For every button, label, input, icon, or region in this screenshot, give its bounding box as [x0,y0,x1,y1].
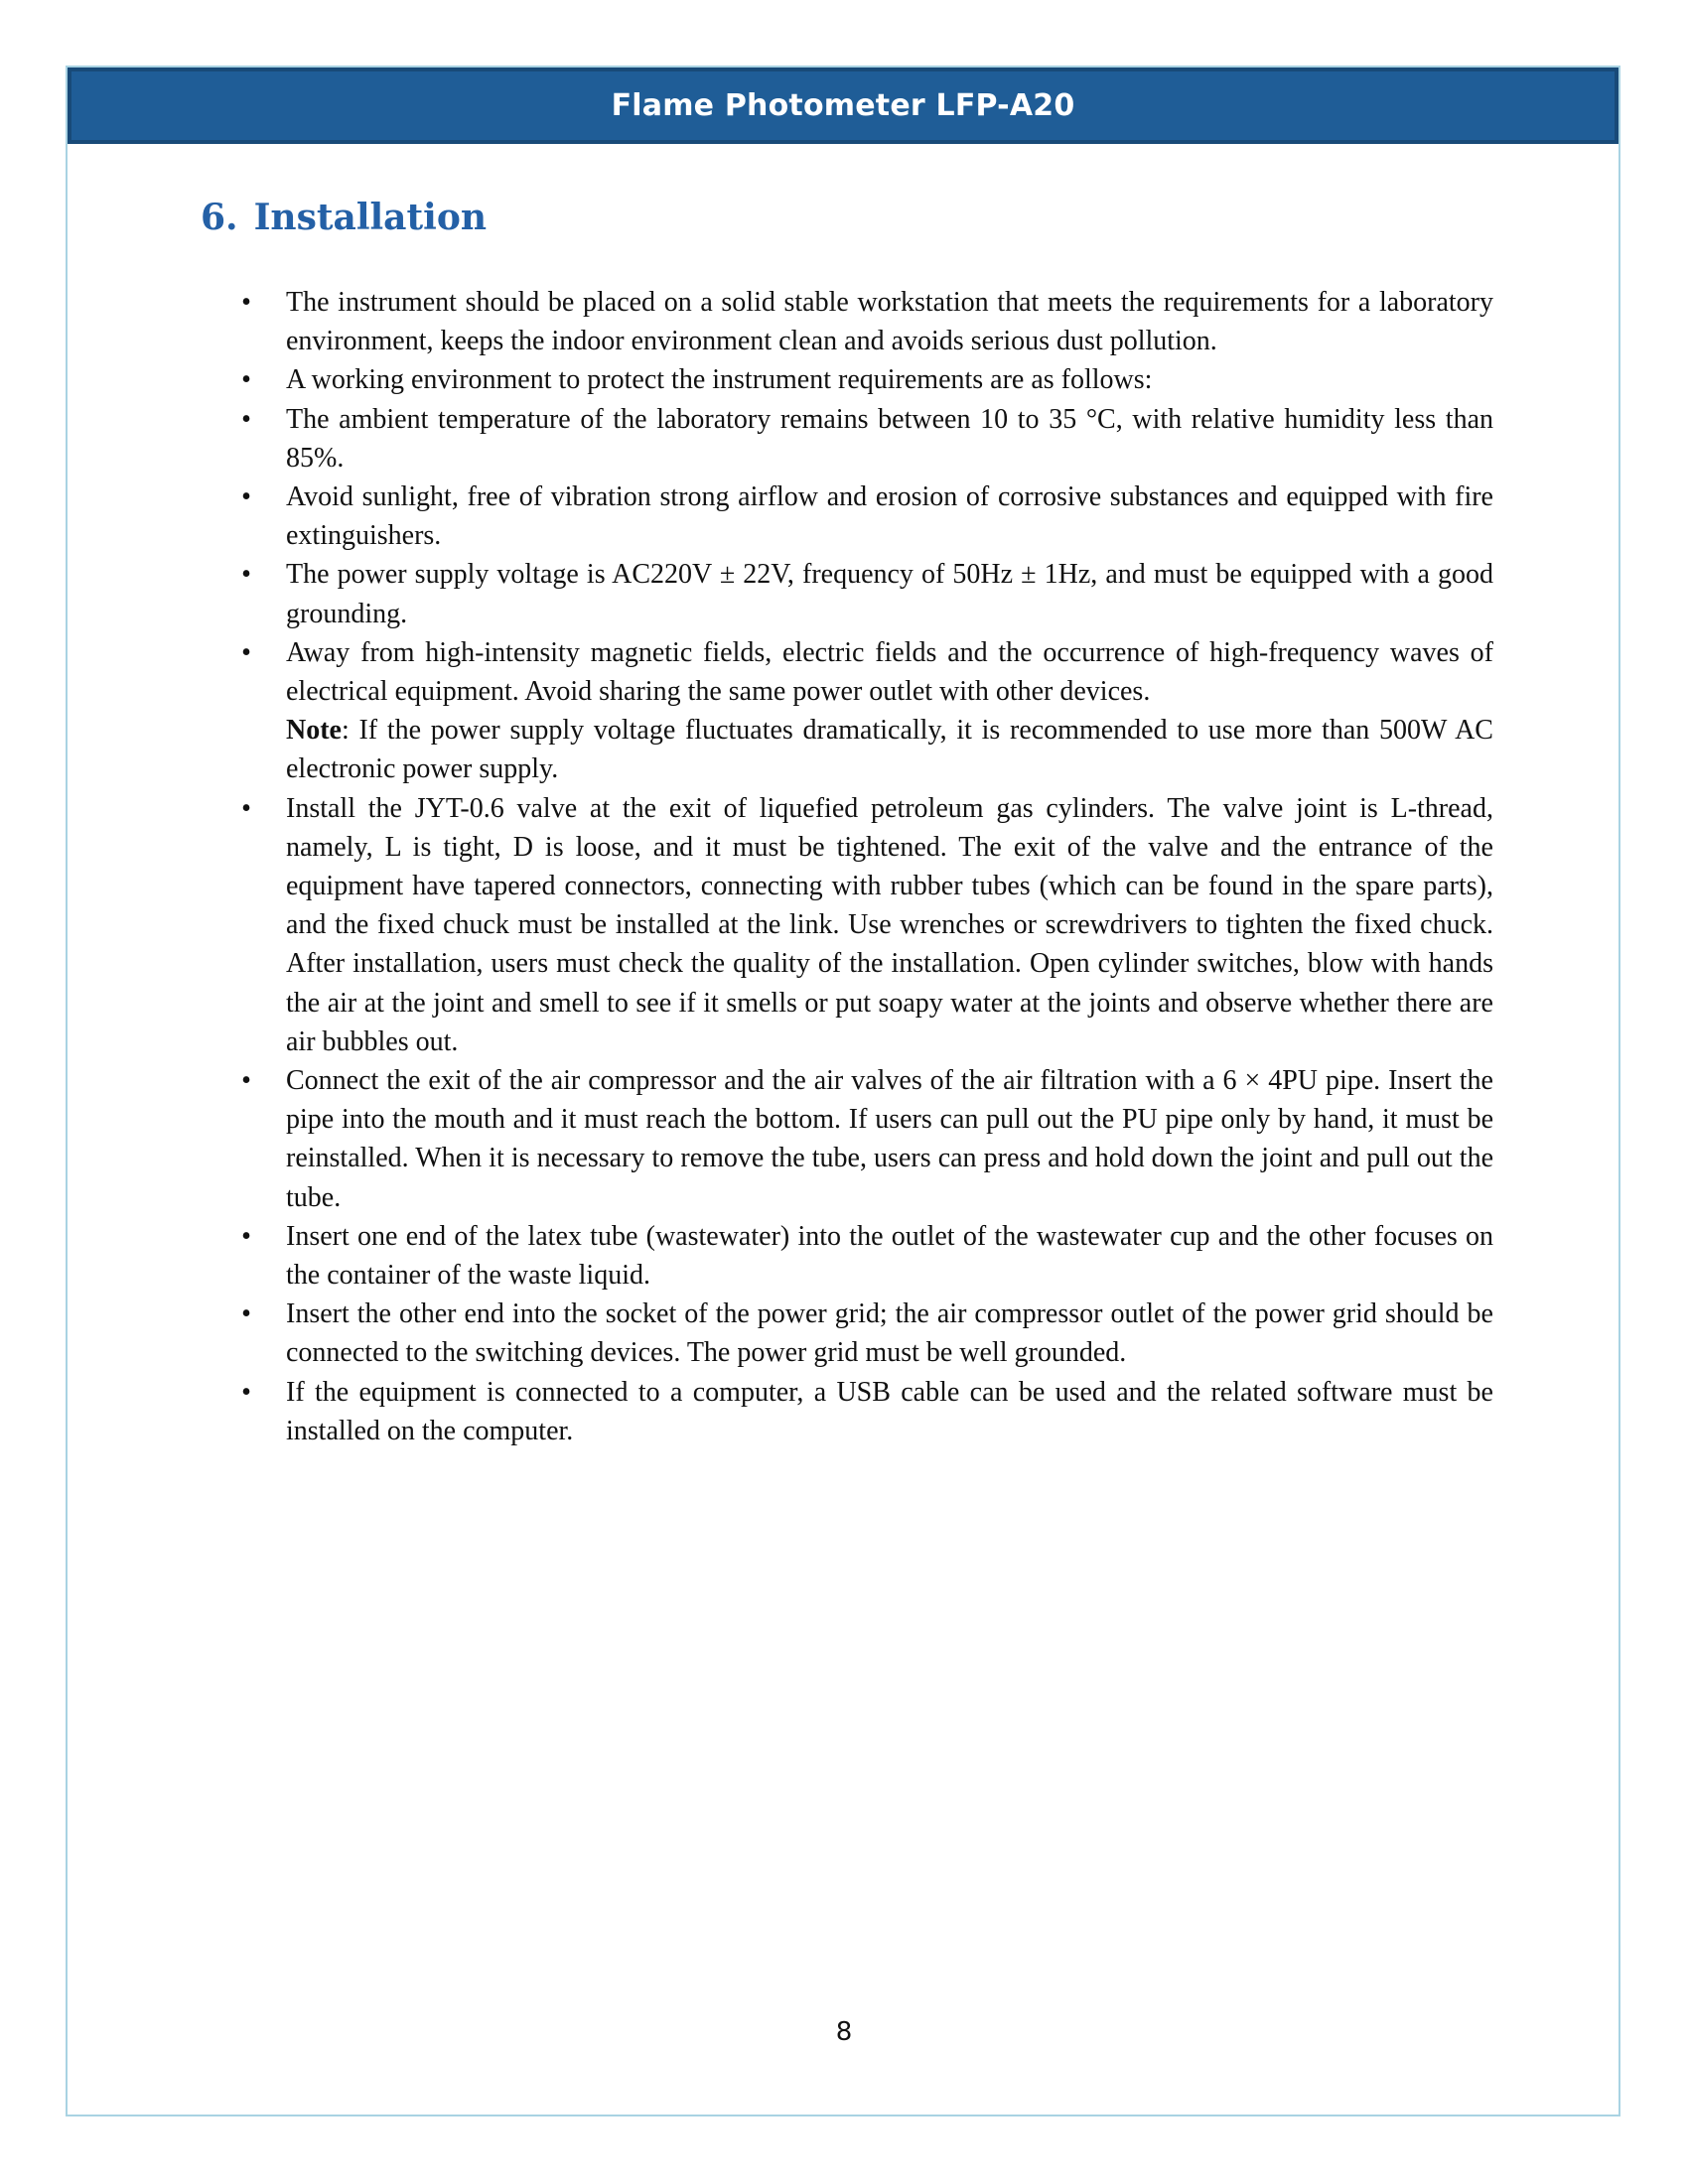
list-item [234,478,1493,555]
list-item-text: Away from high-intensity magnetic fields, electric fields and the occurrence of high-frequency waves of electrical equipment. Avoid sharing the same power outlet with other devices. [286,636,1493,708]
page-number: 8 [835,2017,853,2047]
list-item-text: Insert one end of the latex tube (wastewater) into the outlet of the wastewater cup and the other focuses on the container of the waste liquid. [286,1220,1493,1292]
note [286,711,1493,788]
list-item [234,1373,1493,1450]
list-item [234,1061,1493,1217]
note-label: Note [286,715,342,747]
list-item [234,789,1493,1061]
list-item [234,283,1493,360]
installation-list [234,283,1493,1450]
bullet-icon: • [241,1065,251,1097]
list-item [234,555,1493,632]
bullet-icon: • [241,1376,251,1408]
list-item-text: The ambient temperature of the laboratory remains between 10 to 35 °C, with relative humidity less than 85%. [286,403,1493,474]
document-title: Flame Photometer LFP-A20 [611,88,1075,123]
list-item-text: A working environment to protect the instrument requirements are as follows: [286,364,1153,396]
bullet-icon: • [241,559,251,591]
list-item-text: Insert the other end into the socket of the power grid; the air compressor outlet of the power grid should be connected to the switching devices. The power grid must be well grounded. [286,1298,1493,1369]
section-number: 6. [201,197,238,238]
bullet-icon: • [241,364,251,396]
list-item-text: The power supply voltage is AC220V ± 22V, frequency of 50Hz ± 1Hz, and must be equipped with a good grounding. [286,559,1493,629]
bullet-icon: • [241,403,251,435]
bullet-icon: • [241,481,251,513]
list-item [234,400,1493,478]
list-item [234,360,1493,399]
list-item-text: Connect the exit of the air compressor and the air valves of the air filtration with a 6 × 4PU pipe. Insert the pipe into the mouth and it must reach the bottom. If users can pull out the PU pipe only by hand, it must be reinstalled. When it is necessary to remove the tube, users can press and hold down the joint and pull out the tube. [286,1065,1493,1213]
list-item-text: Install the JYT-0.6 valve at the exit of liquefied petroleum gas cylinders. The valve joint is L-thread, namely, L is tight, D is loose, and it must be tightened. The exit of the valve and the entrance of the equipment have tapered connectors, connecting with rubber tubes (which can be found in the spare parts), and the fixed chuck must be installed at the link. Use wrenches or screwdrivers to tighten the fixed chuck. After installation, users must check the quality of the installation. Open cylinder switches, blow with hands the air at the joint and smell to see if it smells or put soapy water at the joints and observe whether there are air bubbles out. [286,792,1493,1057]
header-bar [68,68,1618,144]
list-item [234,1217,1493,1295]
list-item [234,633,1493,789]
list-item-text: Avoid sunlight, free of vibration strong airflow and erosion of corrosive substances and equipped with fire extinguishers. [286,481,1493,552]
note-text: : If the power supply voltage fluctuates dramatically, it is recommended to use more than 500W AC electronic power supply. [286,715,1493,785]
list-item-text: If the equipment is connected to a computer, a USB cable can be used and the related software must be installed on the computer. [286,1376,1493,1446]
bullet-icon: • [241,1220,251,1252]
section-title: Installation [253,197,487,238]
section-heading [201,197,487,238]
bullet-icon: • [241,792,251,824]
bullet-icon: • [241,1298,251,1330]
list-item-text: The instrument should be placed on a solid stable workstation that meets the requirements for a laboratory environment, keeps the indoor environment clean and avoids serious dust pollution. [286,287,1493,357]
bullet-icon: • [241,287,251,318]
list-item [234,1295,1493,1372]
bullet-icon: • [241,636,251,668]
